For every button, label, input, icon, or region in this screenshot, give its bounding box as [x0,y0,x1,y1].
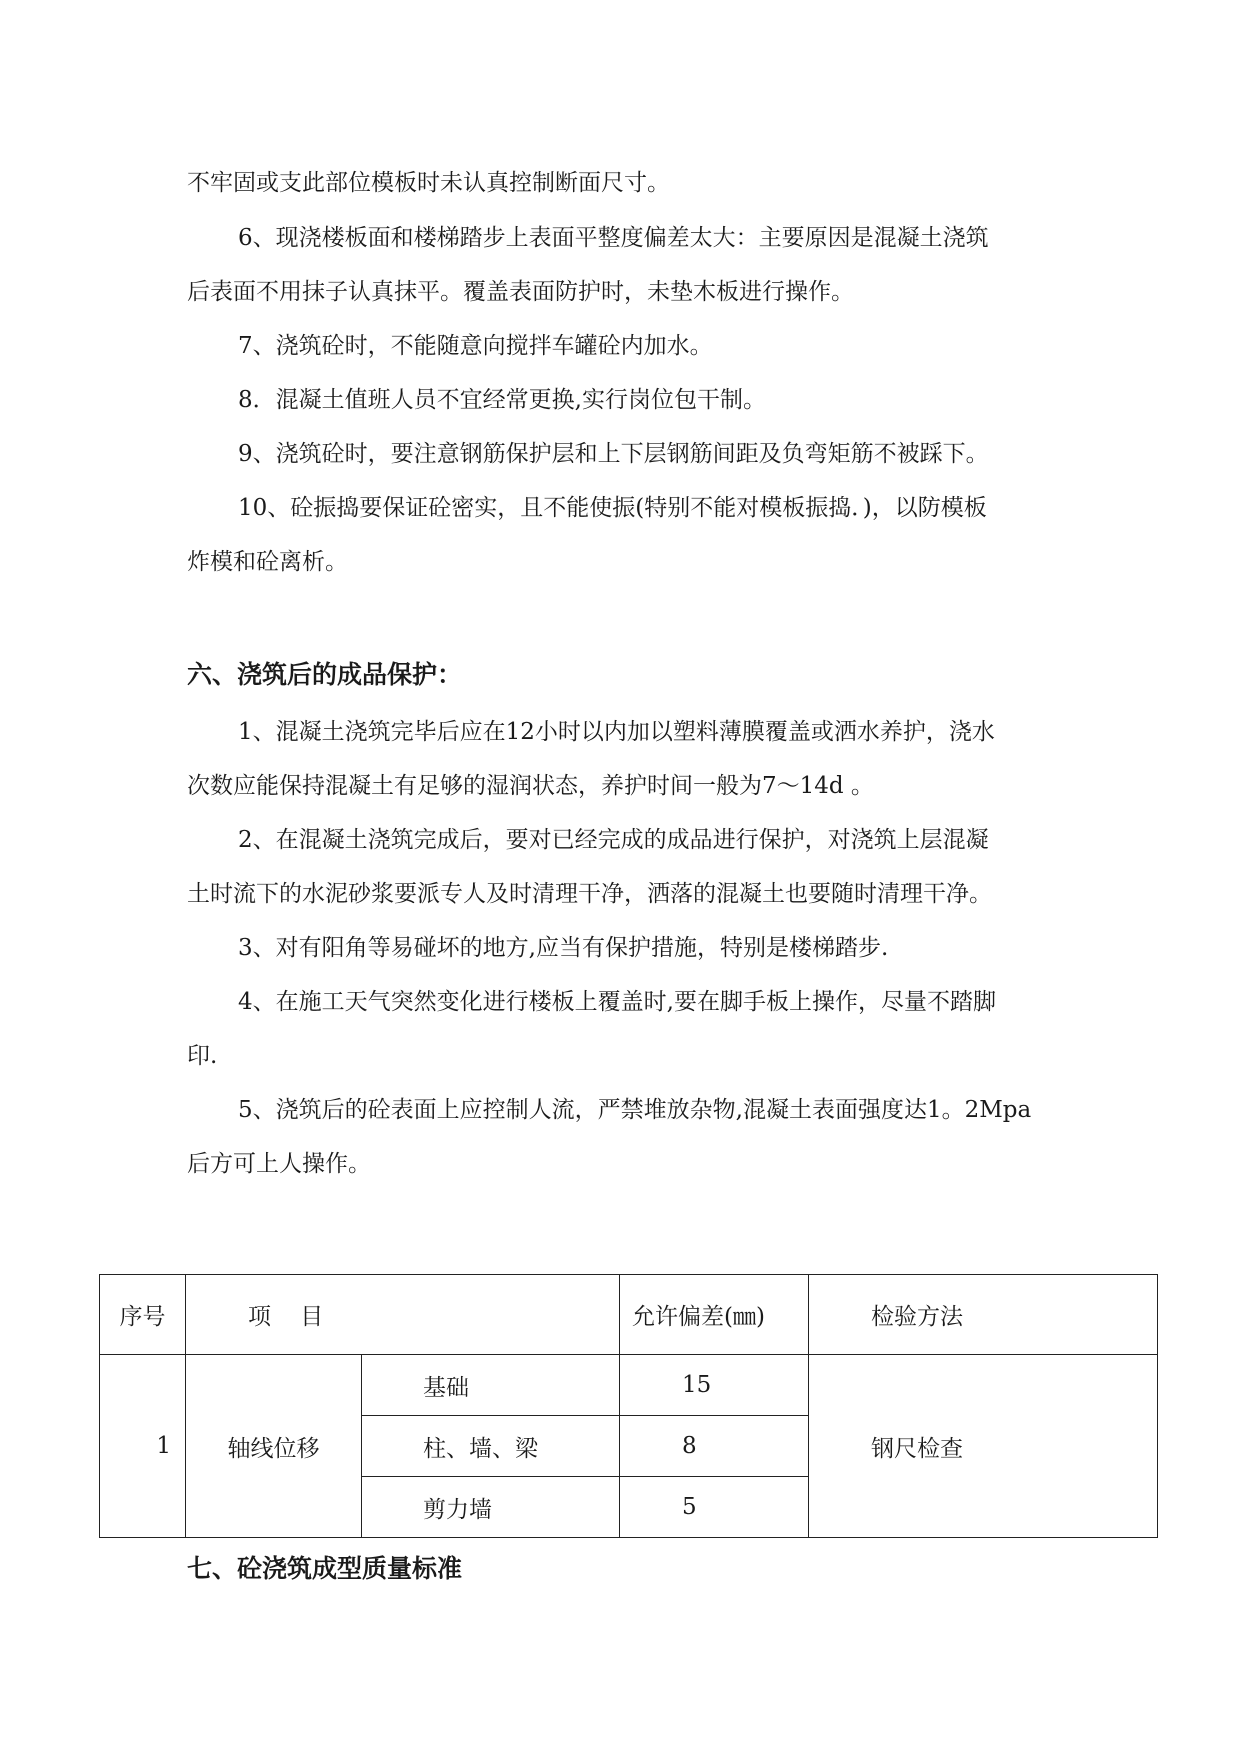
table-header-row [100,1275,1158,1355]
paragraph-line: 5、浇筑后的砼表面上应控制人流，严禁堆放杂物,混凝土表面强度达1。2Mpa [238,1097,1032,1123]
paragraph-line: 10、砼振捣要保证砼密实，且不能使振(特别不能对模板振捣．)，以防模板 [238,495,987,521]
paragraph-line: 2、在混凝土浇筑完成后，要对已经完成的成品进行保护，对浇筑上层混凝 [238,827,989,853]
paragraph-line: 印. [187,1043,218,1069]
row-value: 15 [620,1355,809,1416]
section-heading: 六、浇筑后的成品保护： [187,660,463,689]
paragraph-line: 8．混凝土值班人员不宜经常更换,实行岗位包干制。 [238,387,766,413]
table-row [100,1355,1158,1416]
paragraph-line: 9、浇筑砼时，要注意钢筋保护层和上下层钢筋间距及负弯矩筋不被踩下。 [238,441,989,467]
row-seq: 1 [100,1355,186,1538]
paragraph-line: 后表面不用抹子认真抹平。覆盖表面防护时，未垫木板进行操作。 [187,279,854,305]
paragraph-line: 7、浇筑砼时，不能随意向搅拌车罐砼内加水。 [238,333,713,359]
paragraph-line: 次数应能保持混凝土有足够的湿润状态，养护时间一般为7～14d 。 [187,773,874,799]
header-seq: 序号 [100,1275,186,1355]
header-tolerance: 允许偏差(㎜) [620,1275,809,1355]
row-method: 钢尺检查 [809,1355,1158,1538]
paragraph-line: 炸模和砼离析。 [187,549,348,575]
row-value: 5 [620,1477,809,1538]
paragraph-line: 1、混凝土浇筑完毕后应在12小时以内加以塑料薄膜覆盖或洒水养护，浇水 [238,719,995,745]
paragraph-line: 6、现浇楼板面和楼梯踏步上表面平整度偏差太大：主要原因是混凝土浇筑 [238,225,989,251]
row-sub: 剪力墙 [362,1477,620,1538]
paragraph-line: 后方可上人操作。 [187,1151,371,1177]
section-heading: 七、砼浇筑成型质量标准 [187,1554,463,1583]
paragraph-line: 土时流下的水泥砂浆要派专人及时清理干净，洒落的混凝土也要随时清理干净。 [187,881,992,907]
row-value: 8 [620,1416,809,1477]
paragraph-line: 4、在施工天气突然变化进行楼板上覆盖时,要在脚手板上操作，尽量不踏脚 [238,989,996,1015]
paragraph-line: 3、对有阳角等易碰坏的地方,应当有保护措施，特别是楼梯踏步. [238,935,889,961]
header-method: 检验方法 [809,1275,1158,1355]
header-item: 项 目 [186,1275,620,1355]
row-sub: 柱、墙、梁 [362,1416,620,1477]
tolerance-table [99,1274,1158,1538]
paragraph-line: 不牢固或支此部位模板时未认真控制断面尺寸。 [187,170,670,196]
row-item: 轴线位移 [186,1355,362,1538]
row-sub: 基础 [362,1355,620,1416]
